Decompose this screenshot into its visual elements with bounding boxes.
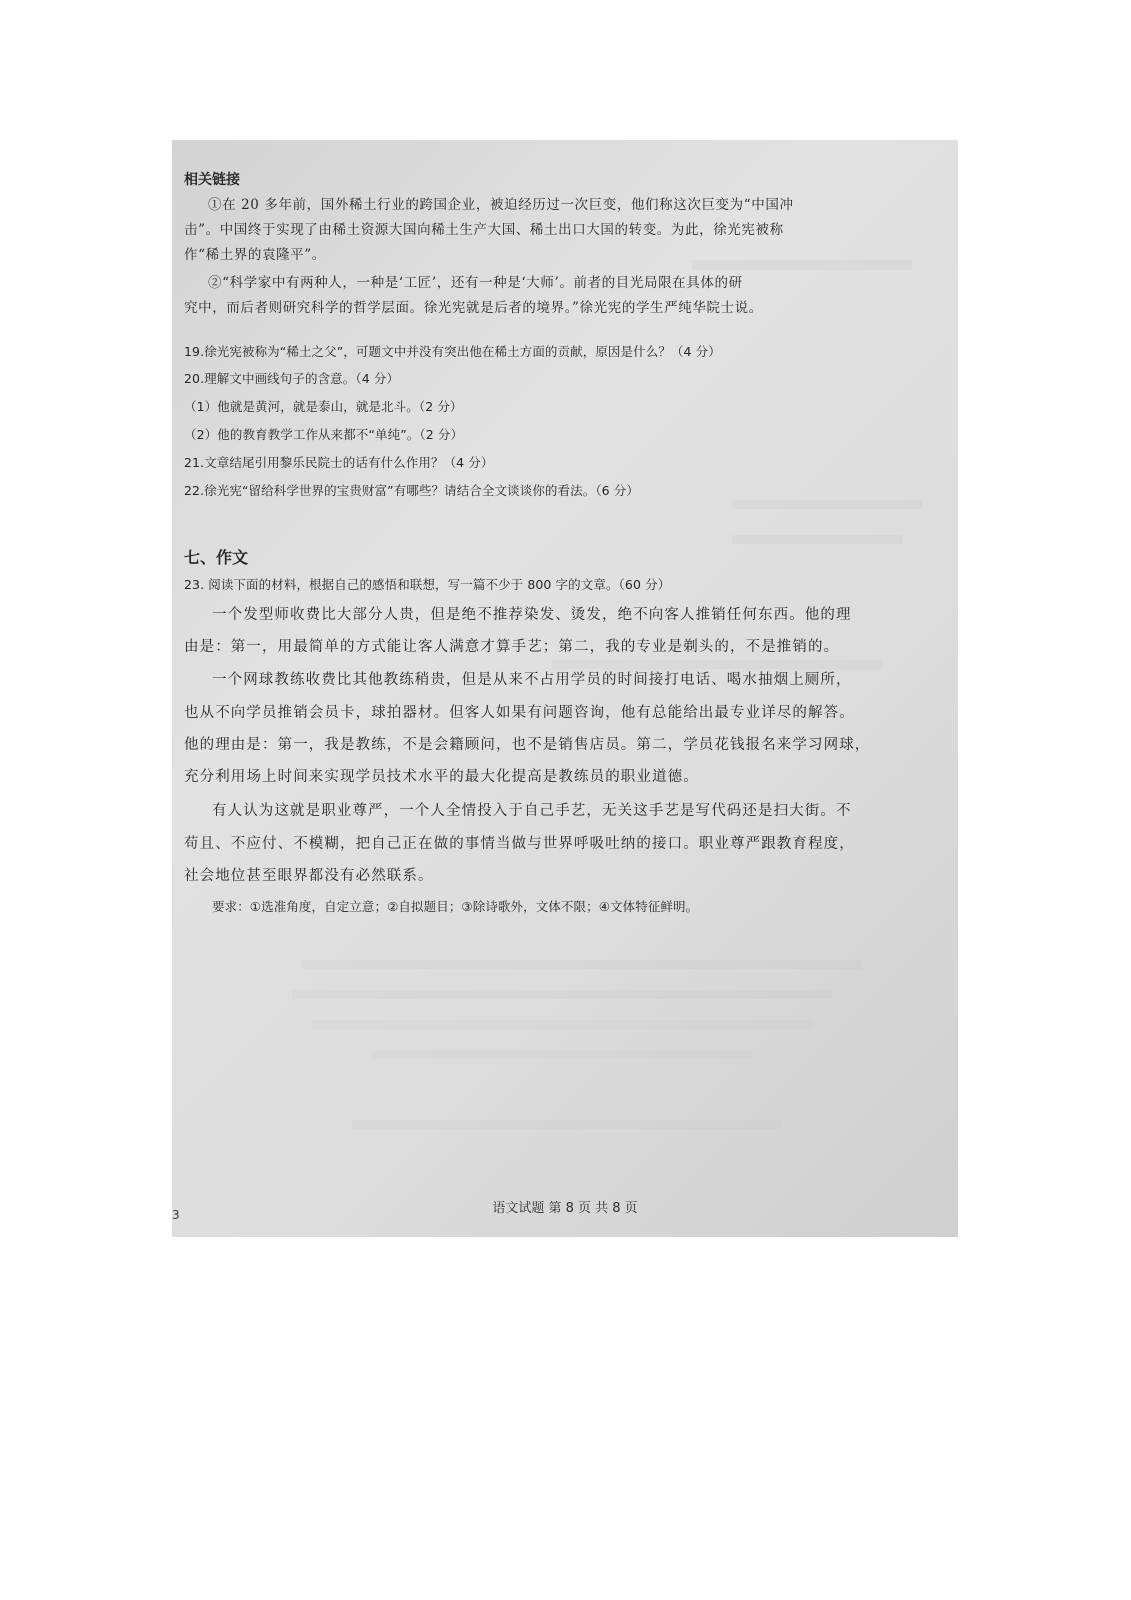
exam-page-photo bbox=[172, 140, 958, 1237]
related-para1-line2: 击”。中国终于实现了由稀土资源大国向稀土生产大国、稀土出口大国的转变。为此，徐光宪被称 bbox=[184, 222, 784, 238]
question-19: 19.徐光宪被称为“稀土之父”，可题文中并没有突出他在稀土方面的贡献，原因是什么？（4 分） bbox=[184, 344, 721, 359]
question-21: 21.文章结尾引用黎乐民院士的话有什么作用？（4 分） bbox=[184, 455, 494, 470]
bleed-through-2 bbox=[732, 500, 922, 509]
question-22: 22.徐光宪“留给科学世界的宝贵财富”有哪些？请结合全文谈谈你的看法。（6 分） bbox=[184, 483, 640, 498]
page-edge-mark: 3 bbox=[172, 1208, 180, 1222]
material3-line2: 苟且、不应付、不模糊，把自己正在做的事情当做与世界呼吸吐纳的接口。职业尊严跟教育程度， bbox=[184, 836, 855, 852]
related-links-heading: 相关链接 bbox=[184, 172, 240, 188]
material2-line4: 充分利用场上时间来实现学员技术水平的最大化提高是教练员的职业道德。 bbox=[184, 769, 699, 785]
material1-line2: 由是：第一，用最简单的方式能让客人满意才算手艺；第二，我的专业是剃头的，不是推销的。 bbox=[184, 639, 840, 655]
essay-section-title: 七、作文 bbox=[184, 548, 249, 567]
material2-line3: 他的理由是：第一，我是教练，不是会籍顾问，也不是销售店员。第二，学员花钱报名来学习网球， bbox=[184, 737, 871, 753]
material1-line1: 一个发型师收费比大部分人贵，但是绝不推荐染发、烫发，绝不向客人推销任何东西。他的理 bbox=[212, 607, 852, 623]
bleed-through-9 bbox=[352, 1120, 782, 1129]
material2-line1: 一个网球教练收费比其他教练稍贵，但是从来不占用学员的时间接打电话、喝水抽烟上厕所， bbox=[212, 672, 852, 688]
related-para2-line1: ②“科学家中有两种人，一种是‘工匠’，还有一种是‘大师’。前者的目光局限在具体的研 bbox=[208, 275, 743, 291]
essay-requirements: 要求：①选准角度，自定立意；②自拟题目；③除诗歌外，文体不限；④文体特征鲜明。 bbox=[212, 899, 699, 914]
bleed-through-6 bbox=[292, 990, 832, 999]
related-para1-line3: 作“稀土界的袁隆平”。 bbox=[184, 247, 326, 263]
material3-line3: 社会地位甚至眼界都没有必然联系。 bbox=[184, 868, 434, 884]
material2-line2: 也从不向学员推销会员卡，球拍器材。但客人如果有问题咨询，他有总能给出最专业详尽的解答。 bbox=[184, 705, 855, 721]
bleed-through-8 bbox=[372, 1050, 752, 1059]
question-23: 23. 阅读下面的材料，根据自己的感悟和联想，写一篇不少于 800 字的文章。（60 分） bbox=[184, 577, 671, 592]
related-para1-line1: ①在 20 多年前，国外稀土行业的跨国企业，被迫经历过一次巨变，他们称这次巨变为“中国冲 bbox=[208, 197, 794, 213]
bleed-through-5 bbox=[302, 960, 862, 969]
page-footer: 语文试题 第 8 页 共 8 页 bbox=[492, 1201, 638, 1216]
material3-line1: 有人认为这就是职业尊严，一个人全情投入于自己手艺，无关这手艺是写代码还是扫大街。不 bbox=[212, 803, 852, 819]
question-20-1: （1）他就是黄河，就是泰山，就是北斗。（2 分） bbox=[184, 399, 463, 414]
bleed-through-3 bbox=[732, 535, 902, 544]
related-para2-line2: 究中，而后者则研究科学的哲学层面。徐光宪就是后者的境界。”徐光宪的学生严纯华院士说。 bbox=[184, 300, 763, 316]
question-20-2: （2）他的教育教学工作从来都不“单纯”。（2 分） bbox=[184, 427, 464, 442]
bleed-through-7 bbox=[312, 1020, 812, 1029]
question-20: 20.理解文中画线句子的含意。（4 分） bbox=[184, 371, 400, 386]
